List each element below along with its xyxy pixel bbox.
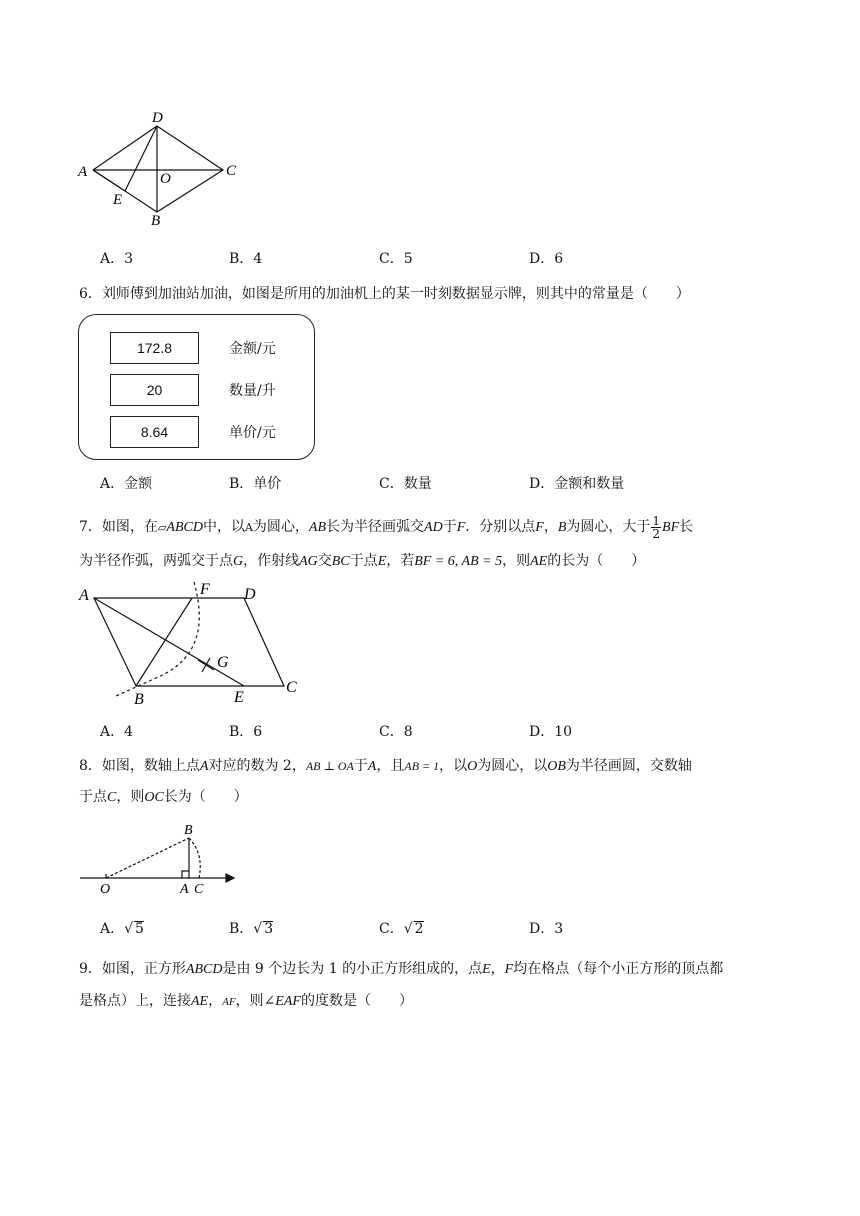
panel-quantity-label: 数量/升 [229,383,276,399]
q7-option-b[interactable] [229,721,262,741]
option-letter: B． [229,724,254,740]
q5-option-c[interactable] [379,248,413,268]
q7-stem-line2: 为半径作弧，两弧交于点G，作射线AG交BC于点E，若BF = 6, AB = 5，则AE的长为（ ） [79,553,646,569]
ray-ag [94,598,244,686]
segment-ae [93,170,125,191]
label-o: O [160,171,171,187]
q8-option-b[interactable] [229,918,273,938]
q9-stem-line1: 9．如图，正方形ABCD是由 9 个边长为 1 的小正方形组成的，点E，F均在格点（每个小正方形的顶点都 [79,961,724,977]
option-text: 6 [554,251,564,267]
label-a: A [78,164,88,180]
panel-amount-label: 金额/元 [229,341,276,357]
segment-de [125,126,157,191]
option-letter: D． [529,476,555,492]
label-c: C [286,679,297,696]
arc-bc-dashed [189,838,200,878]
option-text: 数量 [403,476,432,492]
option-letter: A． [100,251,125,267]
option-letter: C． [379,921,404,937]
segment-ob-dashed [106,838,189,878]
panel-amount-value: 172.8 [110,332,199,364]
segment-bf [136,598,192,686]
fraction-one-half: $\frac{1}{2}$ [652,513,661,541]
option-letter: D． [529,921,555,937]
option-text: 金额 [124,476,153,492]
q8-option-d[interactable] [529,918,563,938]
label-d: D [152,110,163,126]
panel-price-value: 8.64 [110,416,199,448]
option-text: 4 [124,724,134,740]
option-letter: A． [100,724,125,740]
panel-quantity-value: 20 [110,374,199,406]
option-text: 3 [554,921,564,937]
sqrt-symbol: √ [403,921,413,937]
option-text: 10 [554,724,573,740]
right-angle-mark [182,871,189,878]
arc-dashed [116,582,199,696]
q8-option-a[interactable] [100,918,144,938]
q6-option-d[interactable] [529,473,624,493]
label-a: A [79,587,89,604]
q5-option-d[interactable] [529,248,563,268]
sqrt-symbol: √ [124,921,134,937]
label-g: G [217,654,229,671]
option-text: 单价 [253,476,282,492]
label-a: A [180,882,189,897]
q5-option-b[interactable] [229,248,262,268]
option-text: 8 [403,724,413,740]
q6-option-c[interactable] [379,473,432,493]
q7-option-c[interactable] [379,721,413,741]
q6-stem: 6．刘师傅到加油站加油，如图是所用的加油机上的某一时刻数据显示牌，则其中的常量是（ ） [79,286,690,302]
q7-stem-line1: 7．如图，在▱ABCD中，以A为圆心，AB长为半径画弧交AD于F．分别以点F，B为圆心，大于 $\frac{1}{2}$ BF长 [79,513,694,541]
label-e: E [113,192,123,208]
option-text: 3 [124,251,134,267]
label-b: B [151,213,161,229]
option-letter: D． [529,251,555,267]
label-d: D [244,586,256,603]
option-text: 6 [253,724,263,740]
option-text: 5 [403,251,413,267]
panel-price-label: 单价/元 [229,425,276,441]
label-b: B [184,823,193,838]
q7-option-d[interactable] [529,721,572,741]
q7-option-a[interactable] [100,721,133,741]
sqrt-symbol: √ [253,921,263,937]
option-letter: C． [379,724,404,740]
option-text: 金额和数量 [554,476,625,492]
label-c: C [226,163,237,179]
option-letter: A． [100,476,125,492]
parallelogram-abcd [94,598,284,686]
option-text: 2 [414,921,424,937]
q8-number-line-figure [76,818,246,898]
label-o: O [100,882,111,897]
axis-arrow [226,874,234,882]
option-letter: C． [379,476,404,492]
q6-option-a[interactable] [100,473,152,493]
q9-stem-line2: 是格点）上，连接AE，AF，则∠EAF的度数是（ ） [79,993,413,1009]
q8-stem-line1: 8．如图，数轴上点A对应的数为 2，AB ⊥ OA于A，且AB = 1，以O为圆心，以OB为半径画圆，交数轴 [79,758,692,774]
q5-option-a[interactable] [100,248,133,268]
option-letter: D． [529,724,555,740]
option-text: 3 [264,921,274,937]
option-letter: A． [100,921,125,937]
option-letter: B． [229,921,254,937]
option-text: 4 [253,251,263,267]
option-letter: B． [229,476,254,492]
q5-rhombus-figure [75,108,245,230]
label-f: F [200,581,210,598]
label-c: C [194,882,204,897]
option-letter: C． [379,251,404,267]
q6-option-b[interactable] [229,473,281,493]
label-b: B [134,691,144,708]
option-text: 5 [135,921,144,937]
q8-stem-line2: 于点C，则OC长为（ ） [79,789,248,805]
label-e: E [234,689,244,706]
option-letter: B． [229,251,254,267]
q8-option-c[interactable] [379,918,424,938]
q7-parallelogram-figure [76,578,316,708]
